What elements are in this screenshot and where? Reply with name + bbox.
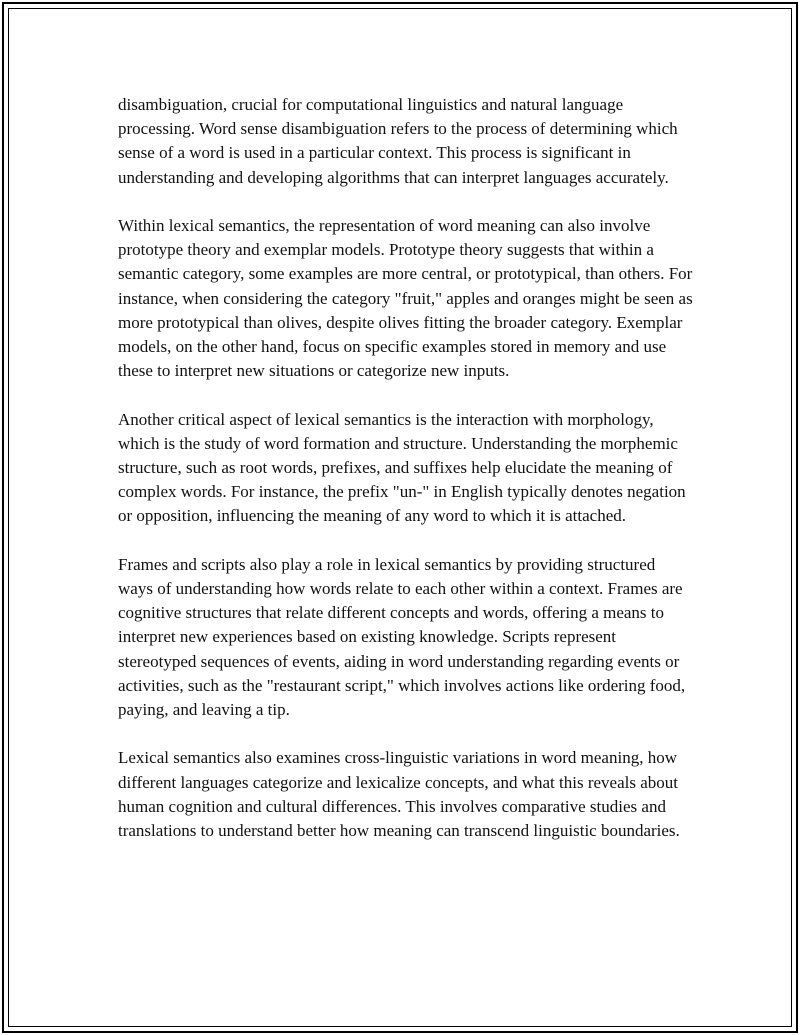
paragraph-word-sense-disambiguation: disambiguation, crucial for computational linguistics and natural language processing. Word sense disambiguation refers to the process of determining which sense of a word is used in a particular context. This process is significant in understanding and developing algorithms that can interpret languages accurately. bbox=[118, 95, 678, 187]
paragraph-prototype-theory: Within lexical semantics, the representation of word meaning can also involve prototype theory and exemplar models. Prototype theory suggests that within a semantic category, some examples are more central, or prototypical, than others. For instance, when considering the category "fruit," apples and oranges might be seen as more prototypical than olives, despite olives fitting the broader category. Exemplar models, on the other hand, focus on specific examples stored in memory and use these to interpret new situations or categorize new inputs. bbox=[118, 216, 693, 381]
document-body bbox=[118, 93, 693, 867]
paragraph-frames-and-scripts: Frames and scripts also play a role in lexical semantics by providing structured ways of understanding how words relate to each other within a context. Frames are cognitive structures that relate different concepts and words, offering a means to interpret new experiences based on existing knowledge. Scripts represent stereotyped sequences of events, aiding in word understanding regarding events or activities, such as the "restaurant script," which involves actions like ordering food, paying, and leaving a tip. bbox=[118, 554, 686, 720]
paragraph-cross-linguistic: Lexical semantics also examines cross-linguistic variations in word meaning, how different languages categorize and lexicalize concepts, and what this reveals about human cognition and cultural differences. This involves comparative studies and translations to understand better how meaning can transcend linguistic boundaries. bbox=[118, 748, 680, 841]
paragraph-morphology: Another critical aspect of lexical semantics is the interaction with morphology, which is the study of word formation and structure. Understanding the morphemic structure, such as root words, prefixes, and suffixes help elucidate the meaning of complex words. For instance, the prefix "un-" in English typically denotes negation or opposition, influencing the meaning of any word to which it is attached. bbox=[118, 409, 686, 526]
